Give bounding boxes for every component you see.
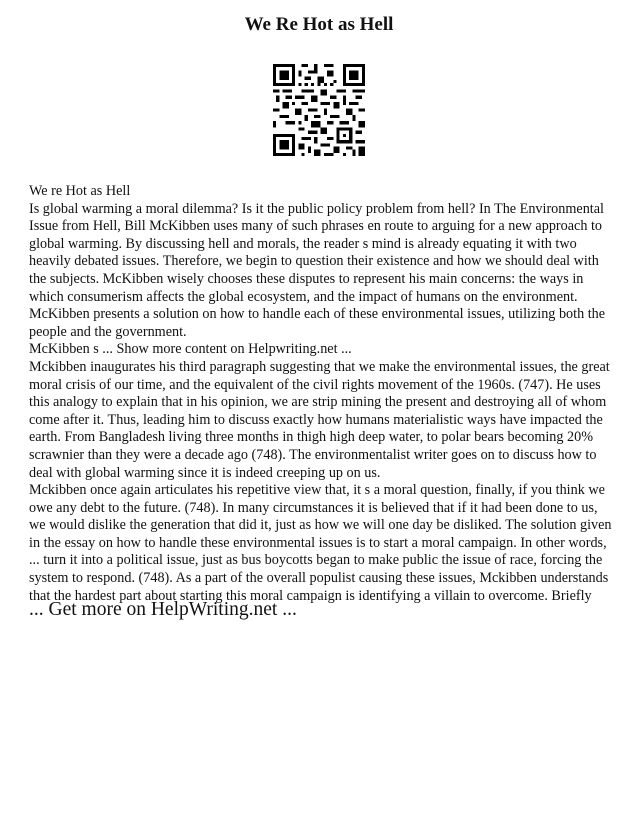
paragraph-third: Mckibben inaugurates his third paragraph suggesting that we make the environmental issues, the great moral crisis of our time, and the equivalent of the civil rights movement of the 1960s. (747). He uses this analogy to explain that in his opinion, we are strip mining the present and destroying all of whom come after it. Thus, leading him to discuss exactly how humans materialistic ways have impacted the earth. From Bangladesh living three months in thigh high deep water, to polar bears becoming 20% scrawnier than they were a decade ago (748). The environmentalist writer goes on to discuss how to deal with global warming since it is indeed creeping up on us. <box>29 358 610 481</box>
get-more-link[interactable]: ... Get more on HelpWriting.net ... <box>29 599 297 620</box>
intro-heading: We re Hot as Hell <box>29 183 131 199</box>
document-body <box>29 183 614 605</box>
document-title: We Re Hot as Hell <box>244 14 394 35</box>
paragraph-moral-question: Mckibben once again articulates his repetitive view that, it s a moral question, finally, if you think we owe any debt to the future. (748). In many circumstances it is believed that if it had been done to us, we would dislike the generation that did it, just as how we will one day be disliked. The solution given in the essay on how to handle these environmental issues is to start a moral campaign. In other words, ... turn it into a political issue, just as bus boycotts began to make public the issue of race, forcing the system to respond. (748). As a part of the overall populist causing these issues, Mckibben understands that the hardest part about starting this moral campaign is identifying a villain to overcome. Briefly <box>29 482 612 604</box>
show-more-link[interactable]: McKibben s ... Show more content on Helpwriting.net ... <box>29 341 352 358</box>
qr-code-icon <box>273 64 365 156</box>
paragraph-intro: Is global warming a moral dilemma? Is it the public policy problem from hell? In The Environmental Issue from Hell, Bill McKibben uses many of such phrases en route to arguing for a new approach to global warming. By discussing hell and morals, the reader s mind is already equating it with two heavily debated issues. Therefore, we begin to question their existence and how we should deal with the subjects. McKibben wisely chooses these disputes to represent his main concerns: the ways in which consumerism affects the global ecosystem, and the impact of humans on the environment. McKibben presents a solution on how to handle each of these environmental issues, utilizing both the people and the government. <box>29 200 606 340</box>
